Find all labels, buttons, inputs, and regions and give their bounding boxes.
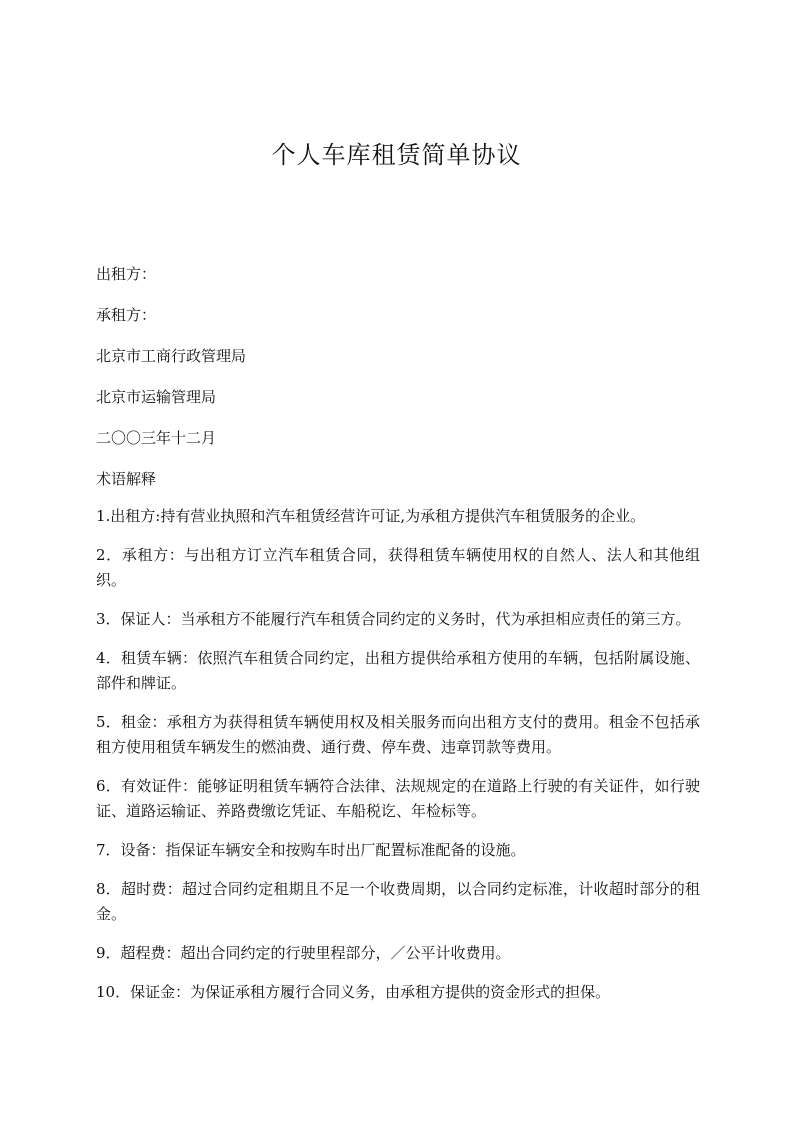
term-item: 4．租赁车辆：依照汽车租赁合同约定，出租方提供给承租方使用的车辆，包括附属设施、部件和牌证。 bbox=[96, 649, 700, 692]
term-item: 5．租金：承租方为获得租赁车辆使用权及相关服务而向出租方支付的费用。租金不包括承租方使用租赁车辆发生的燃油费、通行费、停车费、违章罚款等费用。 bbox=[96, 713, 700, 756]
document-body bbox=[96, 262, 700, 1005]
term-item: 9．超程费：超出合同约定的行驶里程部分，／公平计收费用。 bbox=[96, 944, 511, 962]
lessor-line: 出租方： bbox=[96, 265, 157, 283]
term-item: 6．有效证件：能够证明租赁车辆符合法律、法规规定的在道路上行驶的有关证件，如行驶证、道路运输证、养路费缴讫凭证、车船税讫、年检标等。 bbox=[96, 777, 700, 820]
lessee-line: 承租方： bbox=[96, 306, 157, 324]
term-item: 3．保证人：当承租方不能履行汽车租赁合同约定的义务时，代为承担相应责任的第三方。 bbox=[96, 610, 691, 628]
term-item: 1.出租方:持有营业执照和汽车租赁经营许可证,为承租方提供汽车租赁服务的企业。 bbox=[96, 507, 646, 525]
term-item: 10．保证金：为保证承租方履行合同义务，由承租方提供的资金形式的担保。 bbox=[96, 983, 611, 1001]
term-item: 8．超时费：超过合同约定租期且不足一个收费周期，以合同约定标准，计收超时部分的租金。 bbox=[96, 880, 700, 923]
issuer-line-2: 北京市运输管理局 bbox=[96, 388, 217, 406]
date-line: 二〇〇三年十二月 bbox=[96, 429, 217, 447]
issuer-line-1: 北京市工商行政管理局 bbox=[96, 347, 247, 365]
term-item: 2．承租方：与出租方订立汽车租赁合同，获得租赁车辆使用权的自然人、法人和其他组织。 bbox=[96, 546, 700, 589]
document-title: 个人车库租赁简单协议 bbox=[271, 141, 522, 169]
term-item: 7．设备：指保证车辆安全和按购车时出厂配置标准配备的设施。 bbox=[96, 841, 526, 859]
section-heading: 术语解释 bbox=[96, 470, 157, 488]
